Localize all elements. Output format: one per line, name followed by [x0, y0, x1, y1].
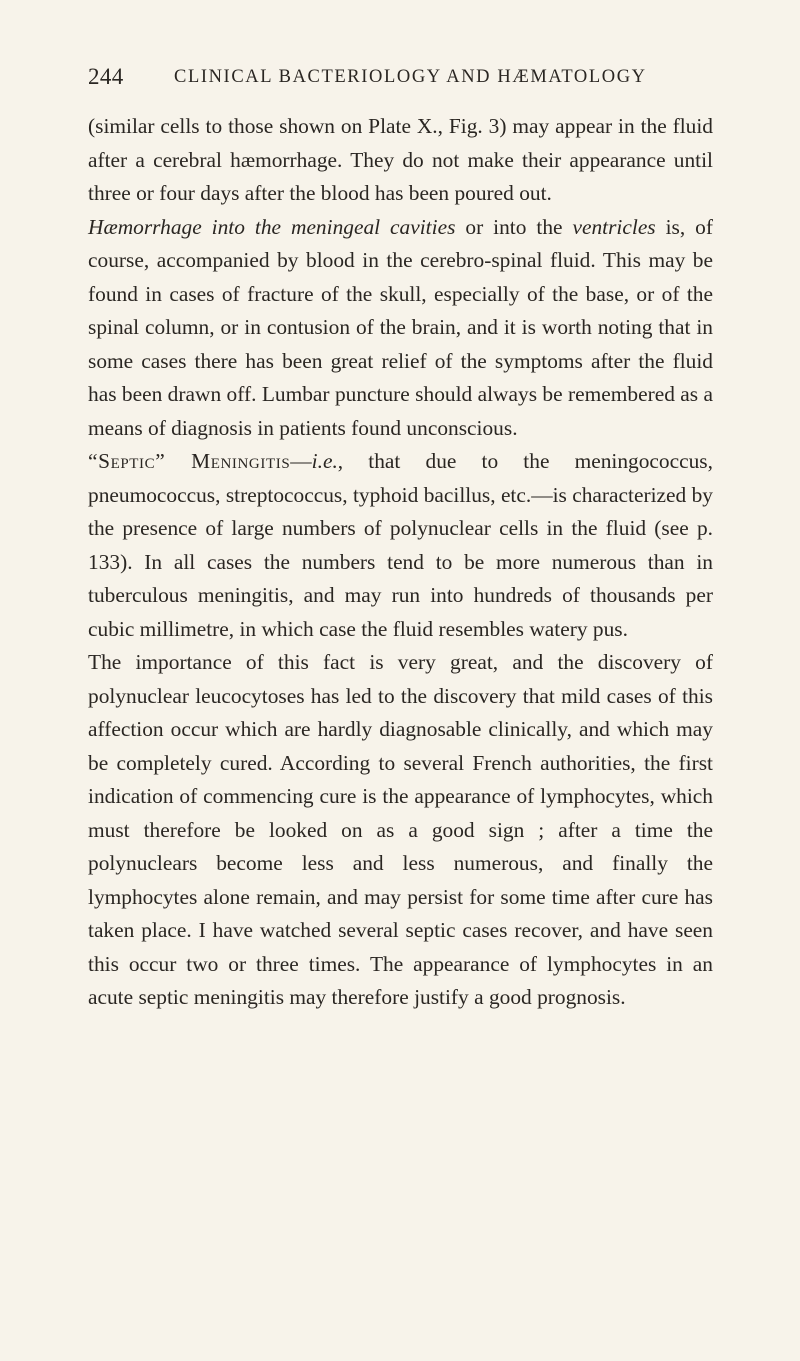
page-number: 244: [88, 64, 124, 89]
italic-term: Hæmorrhage into the meningeal cavities: [88, 214, 456, 239]
running-head: [88, 62, 698, 92]
running-title: CLINICAL BACTERIOLOGY AND HÆMATOLOGY: [174, 67, 647, 87]
paragraph-haemorrhage: [88, 211, 713, 446]
paragraph-continuation: [88, 110, 713, 211]
paragraph-septic-meningitis: [88, 445, 713, 646]
italic-abbrev: i.e.: [311, 449, 338, 473]
paragraph-importance: [88, 646, 713, 1015]
paragraph-text: (similar cells to those shown on Plate X., Fig. 3) may appear in the fluid after a cerebral hæmorrhage. They do not make their appearance until three or four days after the blood has been poured out.: [88, 114, 713, 205]
section-heading: “Septic” Meningitis: [88, 449, 291, 473]
body-text: [88, 110, 713, 1015]
italic-term: ventricles: [572, 214, 656, 239]
paragraph-text: The importance of this fact is very great, and the discovery of polynuclear leucocytoses has led to the discovery that mild cases of this affection occur which are hardly diagnosable clinically, and which may be completely cured. According to several French authorities, the first indication of commencing cure is the appearance of lymphocytes, which must therefore be looked on as a good sign ; after a time the polynuclears become less and less numerous, and finally the lymphocytes alone remain, and may persist for some time after cure has taken place. I have watched several septic cases recover, and have seen this occur two or three times. The appearance of lymphocytes in an acute septic meningitis may therefore justify a good prognosis.: [88, 650, 713, 1009]
paragraph-text: or into the: [455, 214, 573, 239]
dash: —: [290, 449, 312, 473]
paragraph-text: is, of course, accompanied by blood in the cerebro-spinal fluid. This may be found in cases of fracture of the skull, especially of the base, or of the spinal column, or in contusion of the brain, and it is worth noting that in some cases there has been great relief of the symptoms after the fluid has been drawn off. Lumbar puncture should always be remembered as a means of diagnosis in patients found unconscious.: [88, 214, 713, 440]
paragraph-text: , that due to the meningococcus, pneumococcus, streptococcus, typhoid bacillus, etc.—is characterized by the presence of large numbers of polynuclear cells in the fluid (see p. 133). In all cases the numbers tend to be more numerous than in tuberculous meningitis, and may run into hundreds of thousands per cubic millimetre, in which case the fluid resembles watery pus.: [88, 449, 713, 641]
